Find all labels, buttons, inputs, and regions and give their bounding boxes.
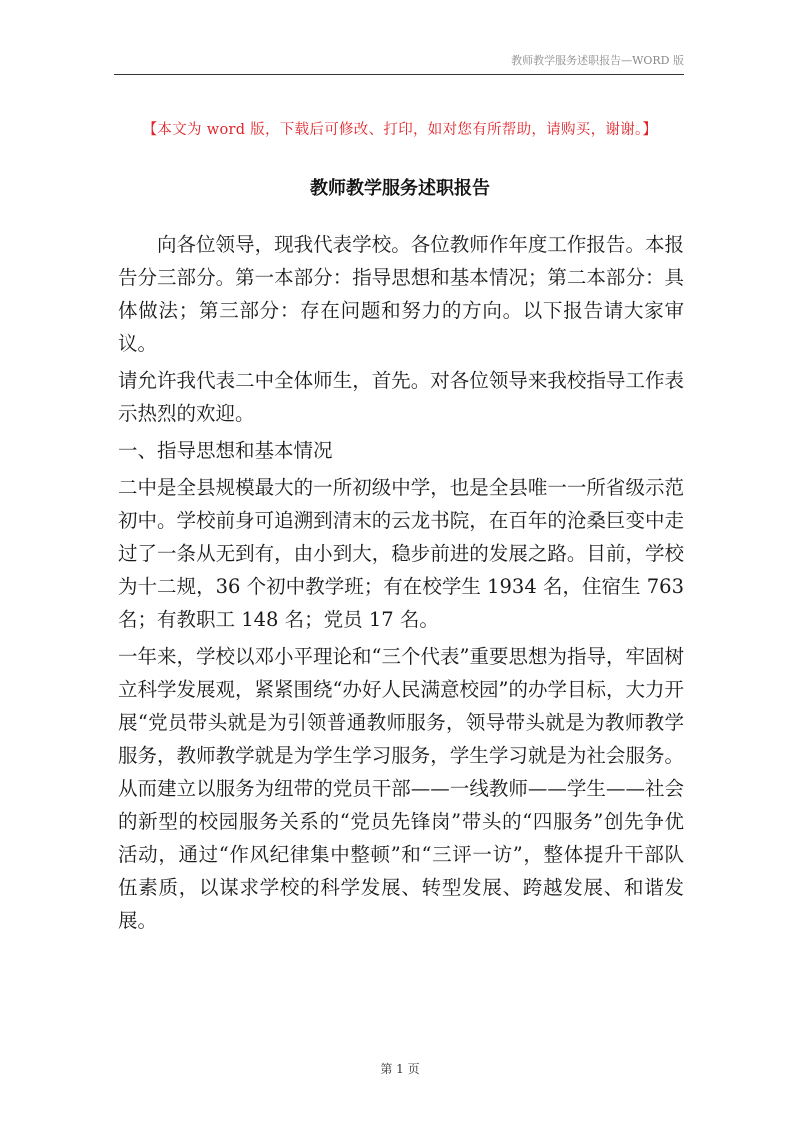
paragraph-school-overview: 二中是全县规模最大的一所初级中学，也是全县唯一一所省级示范初中。学校前身可追溯到清末的云龙书院，在百年的沧桑巨变中走过了一条从无到有，由小到大，稳步前进的发展之路。目前，学校为十二规，36 个初中教学班；有在校学生 1934 名，住宿生 763 名；有教职工 148 名；党员 17 名。 [118,476,684,631]
document-title: 教师教学服务述职报告 [310,178,490,199]
paragraph-guiding-thought: 一年来，学校以邓小平理论和“三个代表”重要思想为指导，牢固树立科学发展观，紧紧围绕“办好人民满意校园”的办学目标，大力开展“党员带头就是为引领普通教师服务，领导带头就是为教师教学服务，教师教学就是为学生学习服务，学生学习就是为社会服务。从而建立以服务为纽带的党员干部——一线教师——学生——社会的新型的校园服务关系的“党员先锋岗”带头的“四服务”创先争优活动，通过“作风纪律集中整顿”和“三评一访”，整体提升干部队伍素质，以谋求学校的科学发展、转型发展、跨越发展、和谐发展。 [118,645,684,932]
page-header [114,52,684,75]
paragraph-welcome: 请允许我代表二中全体师生，首先。对各位领导来我校指导工作表示热烈的欢迎。 [118,369,684,425]
running-title: 教师教学服务述职报告—WORD 版 [511,54,684,67]
purchase-notice: 【本文为 word 版，下载后可修改、打印，如对您有所帮助，请购买，谢谢。】 [142,122,658,138]
section-heading-1: 一、指导思想和基本情况 [118,439,333,462]
page-number: 第 1 页 [380,1062,420,1076]
paragraph-intro: 向各位领导，现我代表学校。各位教师作年度工作报告。本报告分三部分。第一本部分：指导思想和基本情况；第二本部分：具体做法；第三部分：存在问题和努力的方向。以下报告请大家审议。 [118,233,684,355]
document-body [118,228,684,941]
